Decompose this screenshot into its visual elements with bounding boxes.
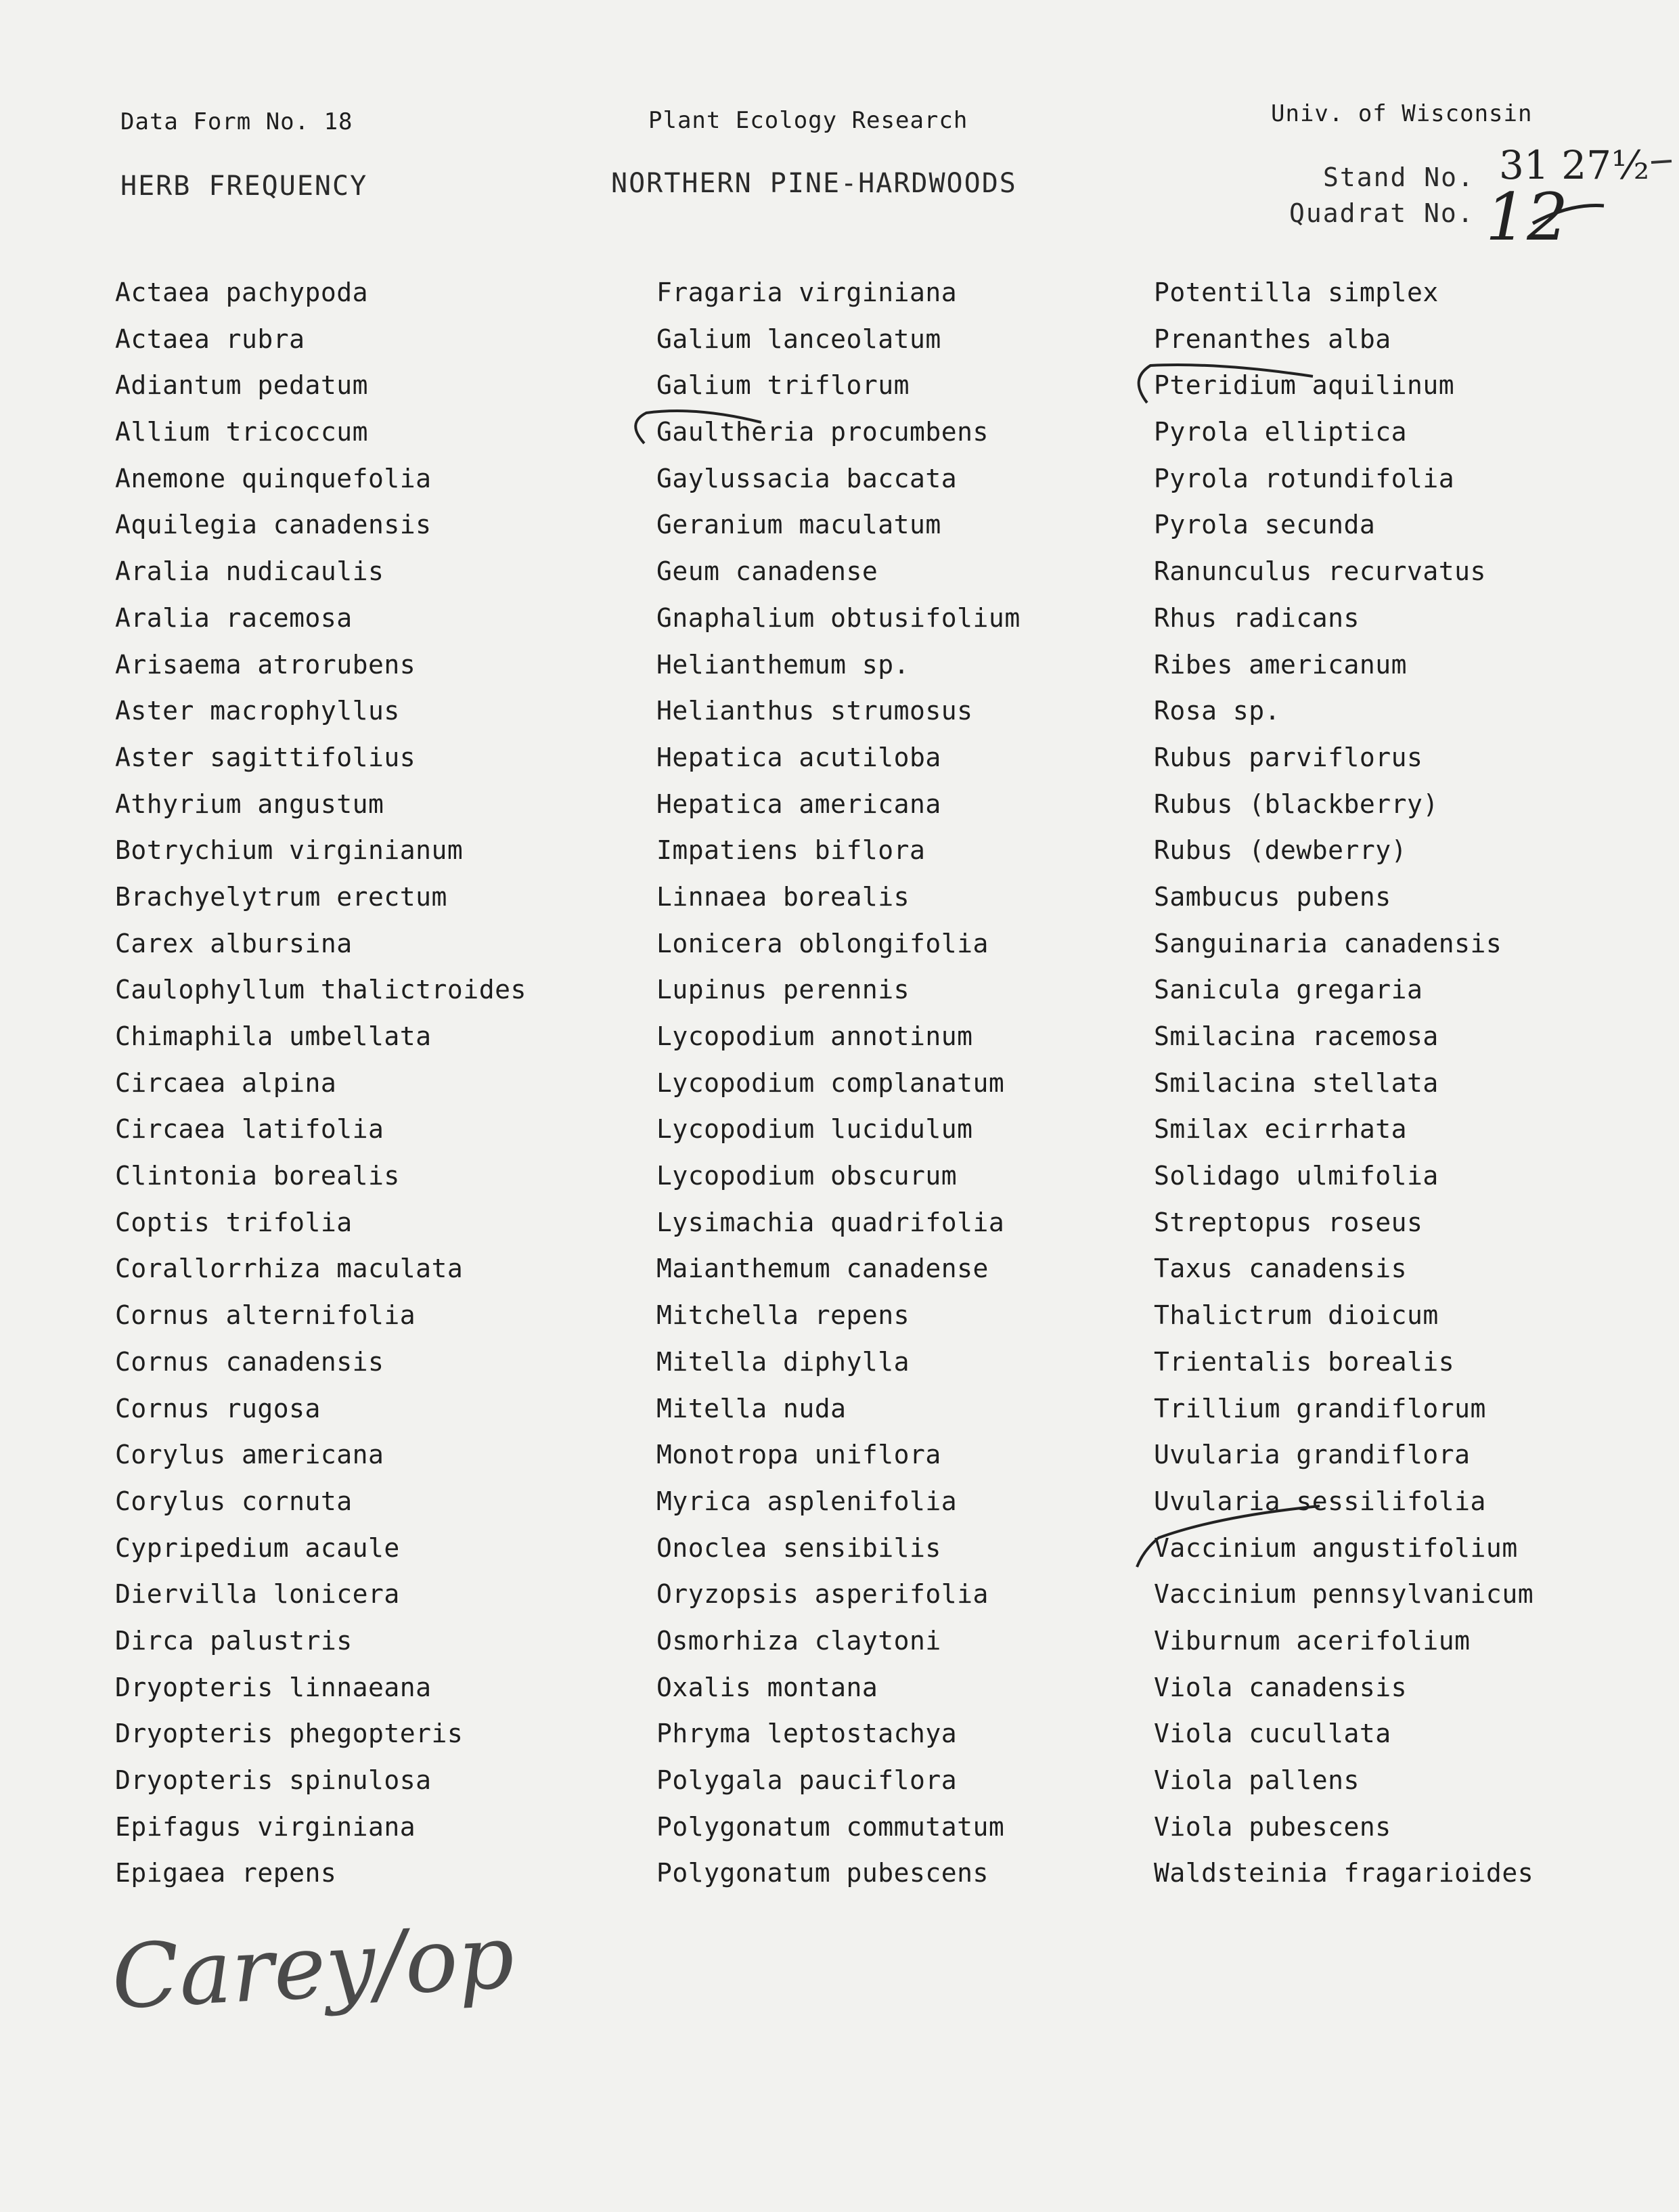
species-caulophyllum-thalictroides: Caulophyllum thalictroides (115, 975, 527, 1005)
species-aralia-nudicaulis: Aralia nudicaulis (115, 556, 384, 587)
species-sanicula-gregaria: Sanicula gregaria (1154, 975, 1423, 1005)
species-myrica-asplenifolia: Myrica asplenifolia (656, 1486, 958, 1516)
species-dryopteris-linnaeana: Dryopteris linnaeana (115, 1672, 432, 1702)
species-corallorrhiza-maculata: Corallorrhiza maculata (115, 1254, 464, 1284)
handwritten-note: Carey/op (109, 1905, 517, 2029)
species-streptopus-roseus: Streptopus roseus (1154, 1207, 1423, 1237)
species-hepatica-americana: Hepatica americana (656, 789, 941, 819)
species-aster-macrophyllus: Aster macrophyllus (115, 696, 400, 726)
community-type: NORTHERN PINE-HARDWOODS (611, 168, 1017, 199)
species-smilax-ecirrhata: Smilax ecirrhata (1154, 1114, 1408, 1145)
species-geranium-maculatum: Geranium maculatum (656, 510, 941, 540)
species-prenanthes-alba: Prenanthes alba (1154, 324, 1391, 354)
species-allium-tricoccum: Allium tricoccum (115, 417, 369, 447)
species-mitella-diphylla: Mitella diphylla (656, 1346, 910, 1377)
species-waldsteinia-fragarioides: Waldsteinia fragarioides (1154, 1858, 1534, 1888)
species-vaccinium-angustifolium: Vaccinium angustifolium (1154, 1532, 1518, 1563)
stand-number-handwritten: 31 27½ (1499, 142, 1650, 188)
species-cypripedium-acaule: Cypripedium acaule (115, 1532, 400, 1563)
species-smilacina-stellata: Smilacina stellata (1154, 1067, 1439, 1098)
species-pyrola-secunda: Pyrola secunda (1154, 510, 1376, 540)
species-pyrola-rotundifolia: Pyrola rotundifolia (1154, 463, 1455, 493)
species-rubus-parviflorus: Rubus parviflorus (1154, 742, 1423, 772)
species-trillium-grandiflorum: Trillium grandiflorum (1154, 1393, 1486, 1423)
species-corylus-americana: Corylus americana (115, 1440, 384, 1470)
species-viola-pallens: Viola pallens (1154, 1765, 1360, 1795)
quadrat-label: Quadrat No. (1289, 198, 1475, 228)
species-sanguinaria-canadensis: Sanguinaria canadensis (1154, 928, 1502, 958)
species-anemone-quinquefolia: Anemone quinquefolia (115, 463, 432, 493)
university: Univ. of Wisconsin (1271, 100, 1533, 127)
species-galium-lanceolatum: Galium lanceolatum (656, 324, 941, 354)
species-chimaphila-umbellata: Chimaphila umbellata (115, 1021, 432, 1051)
species-pteridium-aquilinum: Pteridium aquilinum (1154, 370, 1455, 401)
species-helianthemum-sp: Helianthemum sp. (656, 649, 910, 680)
species-impatiens-biflora: Impatiens biflora (656, 835, 926, 866)
species-rhus-radicans: Rhus radicans (1154, 602, 1360, 633)
species-solidago-ulmifolia: Solidago ulmifolia (1154, 1161, 1439, 1191)
species-corylus-cornuta: Corylus cornuta (115, 1486, 353, 1516)
species-galium-triflorum: Galium triflorum (656, 370, 910, 401)
species-lycopodium-complanatum: Lycopodium complanatum (656, 1067, 1005, 1098)
species-clintonia-borealis: Clintonia borealis (115, 1161, 400, 1191)
species-coptis-trifolia: Coptis trifolia (115, 1207, 353, 1237)
stand-label: Stand No. (1323, 162, 1475, 192)
species-viburnum-acerifolium: Viburnum acerifolium (1154, 1625, 1471, 1656)
species-ranunculus-recurvatus: Ranunculus recurvatus (1154, 556, 1486, 587)
species-rubus-blackberry: Rubus (blackberry) (1154, 789, 1439, 819)
species-circaea-latifolia: Circaea latifolia (115, 1114, 384, 1145)
species-helianthus-strumosus: Helianthus strumosus (656, 696, 973, 726)
species-oryzopsis-asperifolia: Oryzopsis asperifolia (656, 1579, 989, 1610)
species-carex-albursina: Carex albursina (115, 928, 353, 958)
species-dryopteris-spinulosa: Dryopteris spinulosa (115, 1765, 432, 1795)
species-viola-canadensis: Viola canadensis (1154, 1672, 1408, 1702)
species-osmorhiza-claytoni: Osmorhiza claytoni (656, 1625, 941, 1656)
species-phryma-leptostachya: Phryma leptostachya (656, 1719, 958, 1749)
form-title: HERB FREQUENCY (120, 171, 368, 202)
species-sambucus-pubens: Sambucus pubens (1154, 881, 1391, 912)
species-mitella-nuda: Mitella nuda (656, 1393, 847, 1423)
stand-dash-mark (1651, 161, 1672, 162)
species-onoclea-sensibilis: Onoclea sensibilis (656, 1532, 941, 1563)
check-mark-gaultheria (635, 411, 761, 443)
species-polygonatum-commutatum: Polygonatum commutatum (656, 1811, 1005, 1842)
species-lycopodium-obscurum: Lycopodium obscurum (656, 1161, 958, 1191)
species-hepatica-acutiloba: Hepatica acutiloba (656, 742, 941, 772)
species-linnaea-borealis: Linnaea borealis (656, 881, 910, 912)
species-aster-sagittifolius: Aster sagittifolius (115, 742, 416, 772)
species-oxalis-montana: Oxalis montana (656, 1672, 878, 1702)
form-number: Data Form No. 18 (120, 108, 353, 135)
species-cornus-rugosa: Cornus rugosa (115, 1393, 321, 1423)
species-diervilla-lonicera: Diervilla lonicera (115, 1579, 400, 1610)
species-dryopteris-phegopteris: Dryopteris phegopteris (115, 1719, 464, 1749)
species-fragaria-virginiana: Fragaria virginiana (656, 278, 958, 307)
species-lupinus-perennis: Lupinus perennis (656, 975, 910, 1005)
species-epigaea-repens: Epigaea repens (115, 1858, 337, 1888)
species-pyrola-elliptica: Pyrola elliptica (1154, 417, 1408, 447)
species-lonicera-oblongifolia: Lonicera oblongifolia (656, 928, 989, 958)
species-trientalis-borealis: Trientalis borealis (1154, 1346, 1455, 1377)
quadrat-underline-mark (1533, 206, 1604, 223)
species-actaea-pachypoda: Actaea pachypoda (115, 278, 369, 307)
species-arisaema-atrorubens: Arisaema atrorubens (115, 649, 416, 680)
species-gaylussacia-baccata: Gaylussacia baccata (656, 463, 958, 493)
species-viola-pubescens: Viola pubescens (1154, 1811, 1391, 1842)
species-taxus-canadensis: Taxus canadensis (1154, 1254, 1408, 1284)
species-potentilla-simplex: Potentilla simplex (1154, 278, 1439, 307)
species-gaultheria-procumbens: Gaultheria procumbens (656, 417, 989, 447)
species-aralia-racemosa: Aralia racemosa (115, 602, 353, 633)
check-mark-vaccinium (1137, 1506, 1320, 1567)
species-uvularia-grandiflora: Uvularia grandiflora (1154, 1440, 1471, 1470)
species-circaea-alpina: Circaea alpina (115, 1067, 337, 1098)
species-brachyelytrum-erectum: Brachyelytrum erectum (115, 881, 447, 912)
species-lysimachia-quadrifolia: Lysimachia quadrifolia (656, 1207, 1005, 1237)
species-lycopodium-lucidulum: Lycopodium lucidulum (656, 1114, 973, 1145)
species-epifagus-virginiana: Epifagus virginiana (115, 1811, 416, 1842)
species-lycopodium-annotinum: Lycopodium annotinum (656, 1021, 973, 1051)
species-thalictrum-dioicum: Thalictrum dioicum (1154, 1300, 1439, 1331)
species-athyrium-angustum: Athyrium angustum (115, 789, 384, 819)
check-mark-pteridium (1139, 365, 1313, 403)
species-aquilegia-canadensis: Aquilegia canadensis (115, 510, 432, 540)
species-dirca-palustris: Dirca palustris (115, 1625, 353, 1656)
species-actaea-rubra: Actaea rubra (115, 324, 305, 354)
species-botrychium-virginianum: Botrychium virginianum (115, 835, 464, 866)
organization: Plant Ecology Research (648, 107, 968, 134)
species-mitchella-repens: Mitchella repens (656, 1300, 910, 1331)
species-rubus-dewberry: Rubus (dewberry) (1154, 835, 1408, 866)
species-ribes-americanum: Ribes americanum (1154, 649, 1408, 680)
species-polygonatum-pubescens: Polygonatum pubescens (656, 1858, 989, 1888)
species-rosa-sp: Rosa sp. (1154, 696, 1281, 726)
species-maianthemum-canadense: Maianthemum canadense (656, 1254, 989, 1284)
species-vaccinium-pennsylvanicum: Vaccinium pennsylvanicum (1154, 1579, 1534, 1610)
species-polygala-pauciflora: Polygala pauciflora (656, 1765, 958, 1795)
species-geum-canadense: Geum canadense (656, 556, 878, 587)
species-viola-cucullata: Viola cucullata (1154, 1719, 1391, 1749)
species-monotropa-uniflora: Monotropa uniflora (656, 1440, 941, 1470)
species-cornus-canadensis: Cornus canadensis (115, 1346, 384, 1377)
species-smilacina-racemosa: Smilacina racemosa (1154, 1021, 1439, 1051)
species-adiantum-pedatum: Adiantum pedatum (115, 370, 369, 401)
species-gnaphalium-obtusifolium: Gnaphalium obtusifolium (656, 602, 1021, 633)
species-cornus-alternifolia: Cornus alternifolia (115, 1300, 416, 1331)
species-uvularia-sessilifolia: Uvularia sessilifolia (1154, 1486, 1486, 1516)
quadrat-number-handwritten: 12 (1485, 179, 1569, 255)
